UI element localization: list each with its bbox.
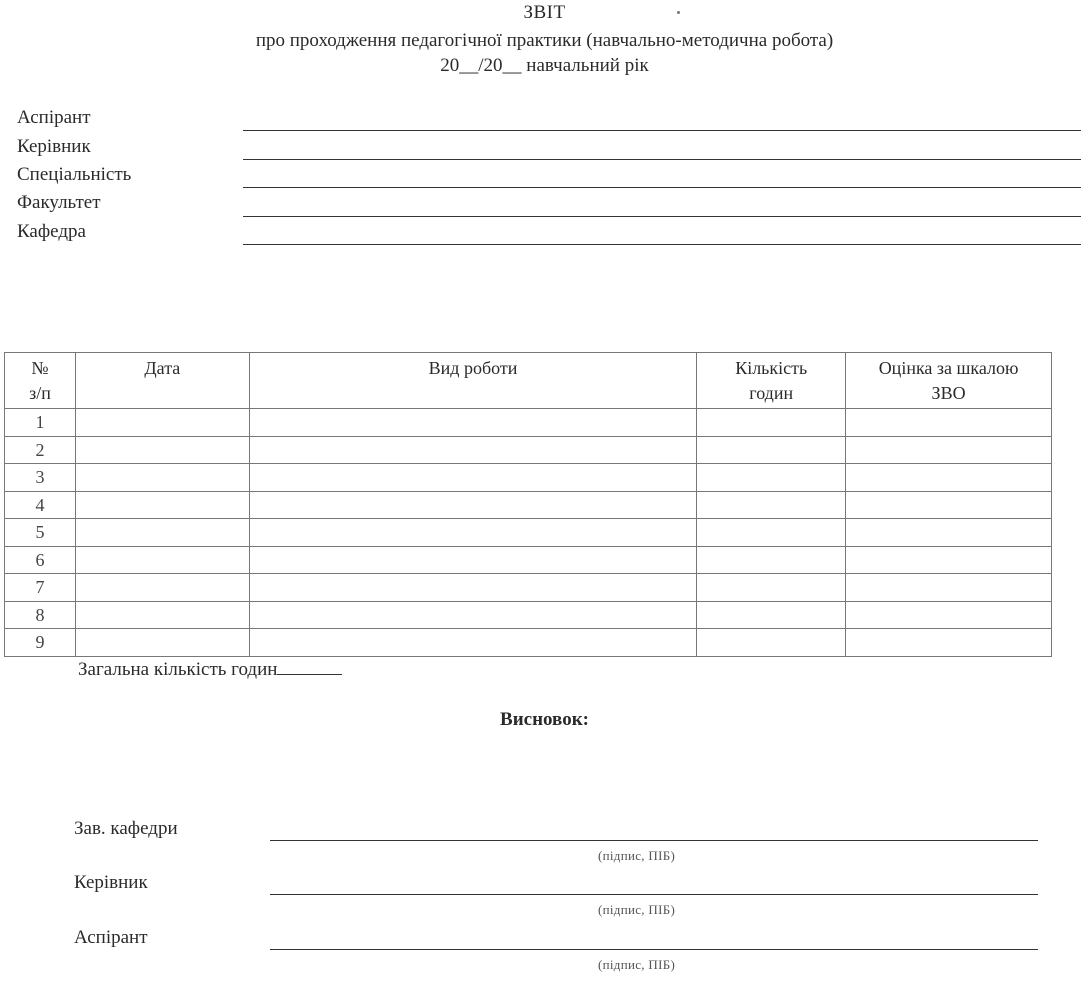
signature-label-supervisor: Керівник [74,872,148,893]
row-number: 5 [5,519,76,547]
cell-work-type[interactable] [249,519,697,547]
cell-hours[interactable] [697,519,846,547]
header-hours-line1: Кількість [735,358,808,378]
cell-hours[interactable] [697,464,846,492]
signature-line-supervisor[interactable] [270,894,1038,895]
cell-hours[interactable] [697,409,846,437]
header-hours [697,353,846,409]
cell-date[interactable] [75,546,249,574]
table-row [5,601,1052,629]
field-label-department: Кафедра [17,221,86,242]
cell-date[interactable] [75,436,249,464]
field-label-specialty: Спеціальність [17,164,132,185]
row-number: 4 [5,491,76,519]
row-number: 7 [5,574,76,602]
signature-label-head: Зав. кафедри [74,818,178,839]
work-log-table [4,352,1052,657]
cell-hours[interactable] [697,436,846,464]
table-row [5,546,1052,574]
total-hours-label: Загальна кількість годин [78,659,278,680]
cell-grade[interactable] [846,601,1052,629]
cell-work-type[interactable] [249,464,697,492]
signature-caption-supervisor: (підпис, ПІБ) [598,902,676,917]
row-number: 8 [5,601,76,629]
cell-hours[interactable] [697,546,846,574]
field-line-specialty[interactable] [243,187,1081,188]
signature-caption-head: (підпис, ПІБ) [598,848,676,863]
cell-work-type[interactable] [249,546,697,574]
cell-date[interactable] [75,574,249,602]
signature-caption-aspirant: (підпис, ПІБ) [598,957,676,972]
field-line-aspirant[interactable] [243,130,1081,131]
report-title: ЗВІТ [523,2,566,23]
header-number [5,353,76,409]
total-hours-line[interactable] [277,657,342,675]
header-grade-line1: Оцінка за шкалою [878,358,1019,378]
header-grade-line2: ЗВО [931,383,966,403]
cell-date[interactable] [75,601,249,629]
table-row [5,464,1052,492]
signature-line-aspirant[interactable] [270,949,1038,950]
conclusion-heading: Висновок: [500,709,589,730]
cell-date[interactable] [75,464,249,492]
scan-speck [677,11,680,14]
report-subtitle: про проходження педагогічної практики (навчально-методична робота) [255,30,834,51]
table-row [5,436,1052,464]
cell-work-type[interactable] [249,491,697,519]
row-number: 6 [5,546,76,574]
table-row [5,574,1052,602]
cell-work-type[interactable] [249,436,697,464]
row-number: 1 [5,409,76,437]
header-work-type: Вид роботи [249,353,697,409]
header-hours-line2: годин [749,383,794,403]
header-grade [846,353,1052,409]
cell-grade[interactable] [846,464,1052,492]
header-date: Дата [75,353,249,409]
table-row [5,491,1052,519]
signature-label-aspirant: Аспірант [74,927,148,948]
field-line-faculty[interactable] [243,216,1081,217]
row-number: 3 [5,464,76,492]
cell-date[interactable] [75,409,249,437]
table-row [5,519,1052,547]
total-hours [78,657,342,681]
field-line-department[interactable] [243,244,1081,245]
cell-grade[interactable] [846,574,1052,602]
table-row [5,409,1052,437]
cell-date[interactable] [75,491,249,519]
cell-grade[interactable] [846,491,1052,519]
table-header-row [5,353,1052,409]
row-number: 2 [5,436,76,464]
cell-work-type[interactable] [249,629,697,657]
cell-grade[interactable] [846,629,1052,657]
table-row [5,629,1052,657]
cell-grade[interactable] [846,409,1052,437]
field-line-supervisor[interactable] [243,159,1081,160]
cell-hours[interactable] [697,629,846,657]
cell-grade[interactable] [846,519,1052,547]
field-label-aspirant: Аспірант [17,107,91,128]
signature-line-head[interactable] [270,840,1038,841]
academic-year: 20__/20__ навчальний рік [440,55,649,76]
cell-grade[interactable] [846,546,1052,574]
cell-work-type[interactable] [249,601,697,629]
field-label-supervisor: Керівник [17,136,91,157]
cell-date[interactable] [75,629,249,657]
field-label-faculty: Факультет [17,192,101,213]
cell-work-type[interactable] [249,409,697,437]
cell-date[interactable] [75,519,249,547]
row-number: 9 [5,629,76,657]
cell-grade[interactable] [846,436,1052,464]
cell-work-type[interactable] [249,574,697,602]
header-number-line1: № [31,358,49,378]
cell-hours[interactable] [697,491,846,519]
header-number-line2: з/п [29,383,51,403]
cell-hours[interactable] [697,601,846,629]
cell-hours[interactable] [697,574,846,602]
